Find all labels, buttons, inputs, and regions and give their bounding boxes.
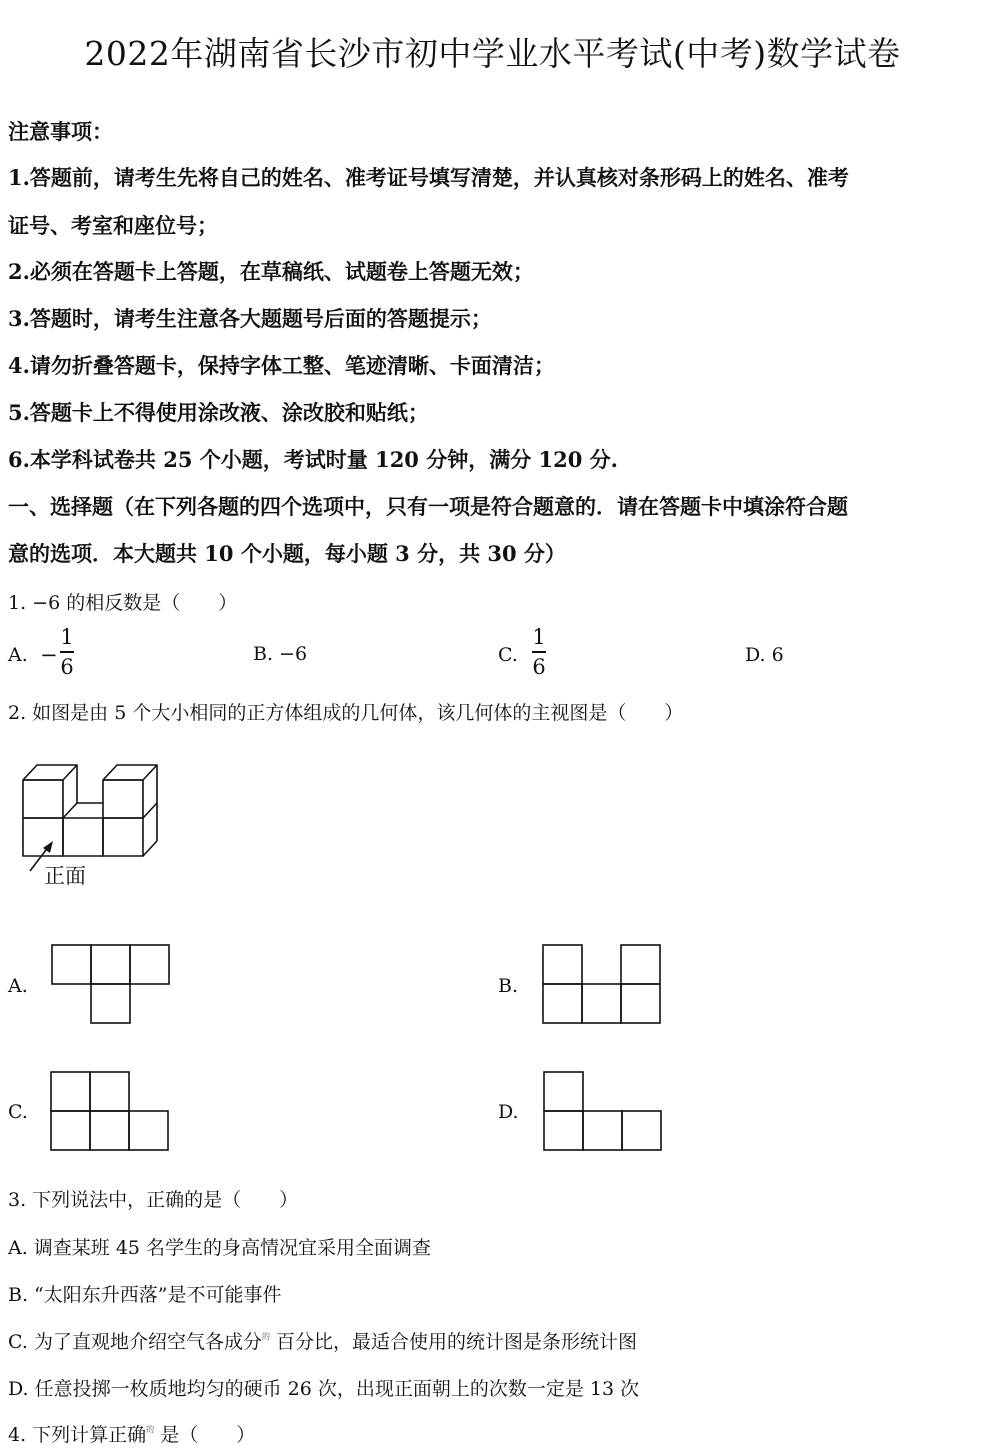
q2-stem: 2. 如图是由 5 个大小相同的正方体组成的几何体，该几何体的主视图是（ ） <box>8 702 684 724</box>
notice-item: 6.本学科试卷共 25 个小题，考试时量 120 分钟，满分 120 分. <box>8 447 618 472</box>
fraction-numerator: 1 <box>532 625 546 649</box>
q3-option-c-text: C. 为了直观地介绍空气各成分 <box>8 1331 262 1353</box>
q2-option-a-view <box>52 945 172 1025</box>
q1-option-a-sign: − <box>40 643 58 667</box>
q2-option-a-label: A. <box>8 975 28 997</box>
q1-option-d: D. 6 <box>745 644 784 666</box>
fraction-numerator: 1 <box>60 625 74 649</box>
q3-option-c-text-cont: 百分比，最适合使用的统计图是条形统计图 <box>269 1331 637 1353</box>
q1-option-a-fraction <box>60 626 74 678</box>
cube-solid-figure <box>16 760 176 900</box>
q2-option-b-label: B. <box>498 975 519 997</box>
page-title: 2022年湖南省长沙市初中学业水平考试(中考)数学试卷 <box>84 34 901 73</box>
watermark-char: 的 <box>261 1332 270 1341</box>
notice-item: 1.答题前，请考生先将自己的姓名、准考证号填写清楚，并认真核对条形码上的姓名、准考 <box>8 165 849 190</box>
q2-option-d-label: D. <box>498 1101 519 1123</box>
fraction-bar <box>60 651 74 653</box>
q4-stem <box>8 1420 255 1447</box>
notice-item: 4.请勿折叠答题卡，保持字体工整、笔迹清晰、卡面清洁； <box>8 353 555 378</box>
fraction-bar <box>532 651 546 653</box>
q3-option-d: D. 任意投掷一枚质地均匀的硬币 26 次，出现正面朝上的次数一定是 13 次 <box>8 1378 640 1400</box>
q1-option-c-fraction <box>532 626 546 678</box>
q3-stem: 3. 下列说法中，正确的是（ ） <box>8 1189 299 1211</box>
q1-option-c-label: C. <box>498 644 518 666</box>
section-heading: 一、选择题（在下列各题的四个选项中，只有一项是符合题意的．请在答题卡中填涂符合题 <box>8 494 848 519</box>
q4-stem-text-cont: 是（ ） <box>154 1424 256 1446</box>
section-heading-cont: 意的选项．本大题共 10 个小题，每小题 3 分，共 30 分） <box>8 541 566 566</box>
fraction-denominator: 6 <box>60 654 74 679</box>
notice-item: 2.必须在答题卡上答题，在草稿纸、试题卷上答题无效； <box>8 259 534 284</box>
notice-item: 3.答题时，请考生注意各大题题号后面的答题提示； <box>8 306 492 331</box>
notice-heading: 注意事项： <box>8 119 113 144</box>
q2-option-c-view <box>51 1072 171 1152</box>
notice-item: 证号、考室和座位号； <box>8 213 218 238</box>
q3-option-a: A. 调查某班 45 名学生的身高情况宜采用全面调查 <box>8 1237 432 1259</box>
q2-option-b-view <box>543 945 663 1025</box>
front-label: 正面 <box>44 864 86 888</box>
notice-item: 5.答题卡上不得使用涂改液、涂改胶和贴纸； <box>8 400 429 425</box>
q1-option-a-label: A. <box>8 644 28 666</box>
q3-option-b: B. “太阳东升西落”是不可能事件 <box>8 1284 282 1306</box>
fraction-denominator: 6 <box>532 654 546 679</box>
q2-option-c-label: C. <box>8 1101 28 1123</box>
q1-stem: 1. −6 的相反数是（ ） <box>8 592 238 614</box>
watermark-char: 的 <box>146 1425 155 1434</box>
q1-option-b: B. −6 <box>253 643 308 665</box>
q2-option-d-view <box>544 1072 664 1152</box>
q4-stem-text: 4. 下列计算正确 <box>8 1424 147 1446</box>
q3-option-c <box>8 1327 637 1354</box>
